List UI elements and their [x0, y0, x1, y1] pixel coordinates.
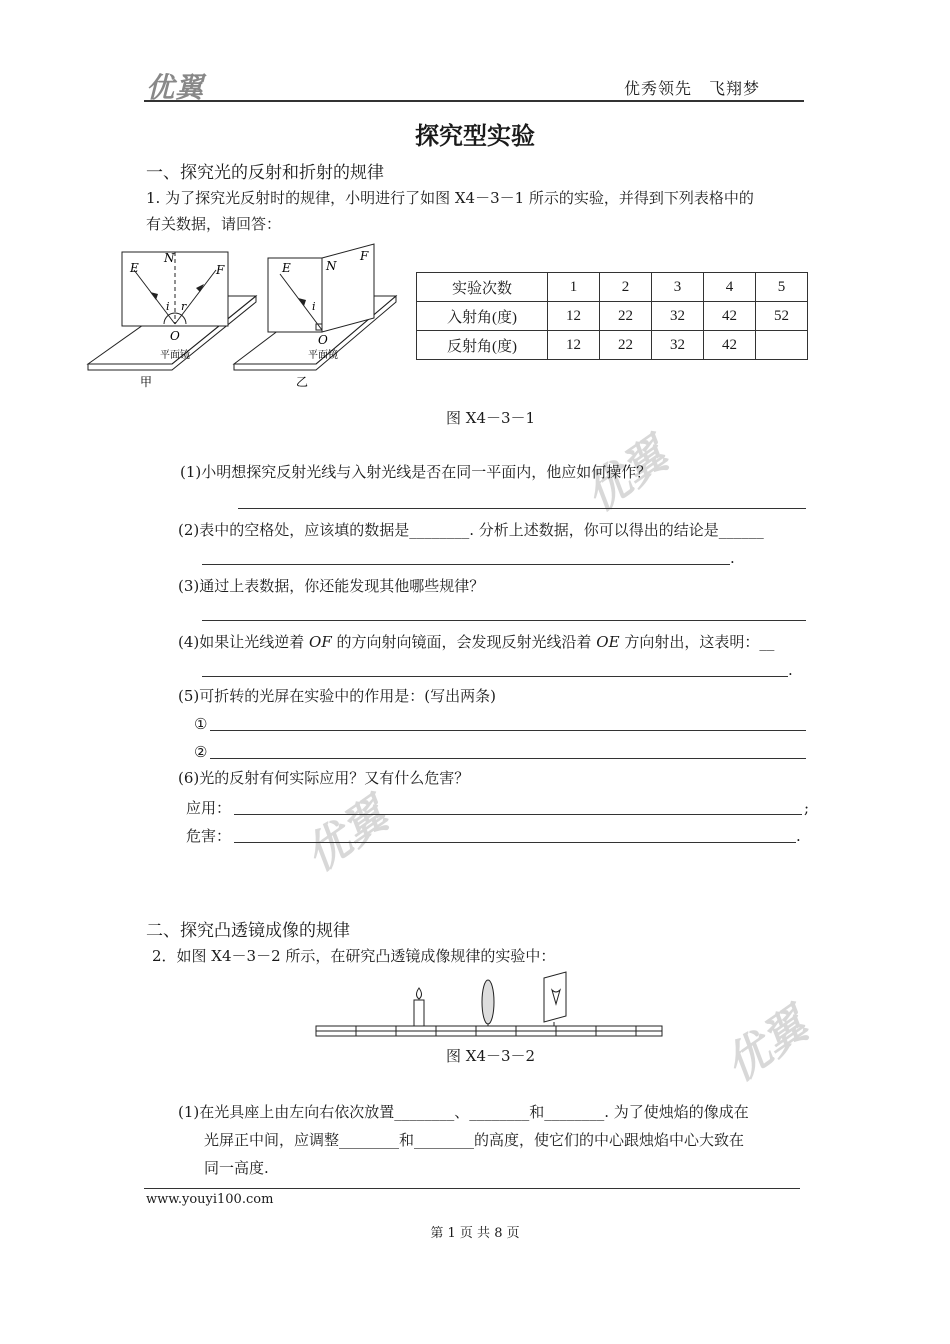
watermark: 优翼 — [715, 999, 818, 1092]
table-row — [417, 331, 808, 360]
table-cell: 22 — [600, 331, 652, 360]
text-of: OF — [309, 633, 332, 651]
table-cell: 12 — [548, 331, 600, 360]
convex-lens — [482, 980, 494, 1026]
question-text: 2．如图 X4－3－2 所示，在研究凸透镜成像规律的实验中： — [152, 947, 556, 965]
figure-a — [88, 251, 256, 389]
label-mirror: 平面镜 — [308, 350, 338, 361]
label-mirror: 平面镜 — [160, 350, 190, 361]
line-end: . — [796, 827, 801, 845]
sub-question-2: (2)表中的空格处，应该填的数据是________. 分析上述数据，你可以得出的结论是______ — [178, 521, 764, 539]
table-cell: 5 — [756, 273, 808, 302]
page-number: 第 1 页 共 8 页 — [430, 1226, 520, 1241]
sub-question-1: (1)在光具座上由左向右依次放置________、________和________. 为了使烛焰的像成在 — [178, 1103, 749, 1121]
line-end: ; — [804, 799, 810, 817]
sub-question-6: (6)光的反射有何实际应用？又有什么危害？ — [178, 769, 470, 787]
question-text: 1. 为了探究光反射时的规律，小明进行了如图 X4－3－1 所示的实验，并得到下列表格中的 — [146, 189, 754, 207]
label-o: O — [318, 333, 328, 347]
table-cell: 52 — [756, 302, 808, 331]
header-rule — [144, 100, 804, 102]
label-e: E — [130, 261, 139, 275]
label-r: r — [181, 300, 187, 313]
answer-label: 危害： — [186, 827, 232, 845]
label-n: N — [326, 259, 337, 273]
answer-line[interactable] — [238, 508, 806, 509]
data-table — [416, 272, 808, 360]
answer-line[interactable] — [234, 814, 802, 815]
answer-label: 应用： — [186, 799, 232, 817]
label-f: F — [360, 249, 369, 263]
sub-question-1-cont: 光屏正中间，应调整________和________的高度，使它们的中心跟烛焰中心大致在 — [204, 1131, 745, 1149]
footer-rule — [144, 1188, 800, 1189]
page-title: 探究型实验 — [415, 122, 535, 150]
candle — [414, 988, 424, 1026]
table-row — [417, 302, 808, 331]
label-f: F — [216, 263, 225, 277]
section-heading: 一、探究光的反射和折射的规律 — [146, 163, 384, 183]
table-cell: 4 — [704, 273, 756, 302]
table-cell — [756, 331, 808, 360]
label-n: N — [164, 251, 175, 265]
text: 的方向射向镜面，会发现反射光线沿着 — [331, 633, 597, 651]
item-marker: ① — [194, 715, 208, 733]
text: (4)如果让光线逆着 — [178, 633, 310, 651]
watermark: 优翼 — [295, 789, 398, 882]
answer-line[interactable] — [202, 564, 730, 565]
header-slogan: 优秀领先 飞翔梦 — [624, 79, 761, 98]
optical-bench-figure — [312, 968, 668, 1044]
figure-caption: 图 X4－3－2 — [446, 1047, 536, 1065]
line-end: . — [788, 661, 793, 679]
table-cell: 42 — [704, 331, 756, 360]
table-cell: 42 — [704, 302, 756, 331]
answer-line[interactable] — [210, 758, 806, 759]
watermark: 优翼 — [575, 429, 678, 522]
footer-url[interactable]: www.youyi100.com — [146, 1192, 274, 1207]
item-marker: ② — [194, 743, 208, 761]
table-cell: 22 — [600, 302, 652, 331]
table-cell: 2 — [600, 273, 652, 302]
label-o: O — [170, 329, 180, 343]
table-row — [417, 273, 808, 302]
sub-question-5: (5)可折转的光屏在实验中的作用是：(写出两条) — [178, 687, 496, 705]
section-heading: 二、探究凸透镜成像的规律 — [146, 921, 350, 941]
reflection-figure — [84, 240, 404, 400]
table-cell: 12 — [548, 302, 600, 331]
header-logo: 优翼 — [146, 71, 205, 104]
table-cell: 实验次数 — [417, 273, 548, 302]
answer-line[interactable] — [202, 676, 788, 677]
answer-line[interactable] — [234, 842, 796, 843]
sub-question-1-cont: 同一高度. — [204, 1159, 269, 1177]
table-cell: 32 — [652, 302, 704, 331]
sub-question-3: (3)通过上表数据，你还能发现其他哪些规律？ — [178, 577, 485, 595]
question-text: 有关数据，请回答： — [146, 215, 282, 233]
figure-b — [234, 244, 396, 389]
label-i: i — [312, 300, 316, 313]
label-jia: 甲 — [140, 375, 153, 389]
text-oe: OE — [596, 633, 620, 651]
text: 方向射出，这表明：__ — [619, 633, 775, 651]
sub-question-1: (1)小明想探究反射光线与入射光线是否在同一平面内，他应如何操作？ — [180, 463, 652, 481]
light-screen — [544, 972, 566, 1026]
table-cell: 32 — [652, 331, 704, 360]
table-cell: 1 — [548, 273, 600, 302]
answer-line[interactable] — [210, 730, 806, 731]
table-cell: 反射角(度) — [417, 331, 548, 360]
answer-line[interactable] — [202, 620, 806, 621]
line-end: . — [730, 549, 735, 567]
label-e: E — [282, 261, 291, 275]
sub-question-4 — [178, 630, 774, 654]
label-yi: 乙 — [296, 375, 309, 389]
table-cell: 入射角(度) — [417, 302, 548, 331]
label-i: i — [166, 300, 170, 313]
figure-caption: 图 X4－3－1 — [446, 409, 536, 427]
table-cell: 3 — [652, 273, 704, 302]
